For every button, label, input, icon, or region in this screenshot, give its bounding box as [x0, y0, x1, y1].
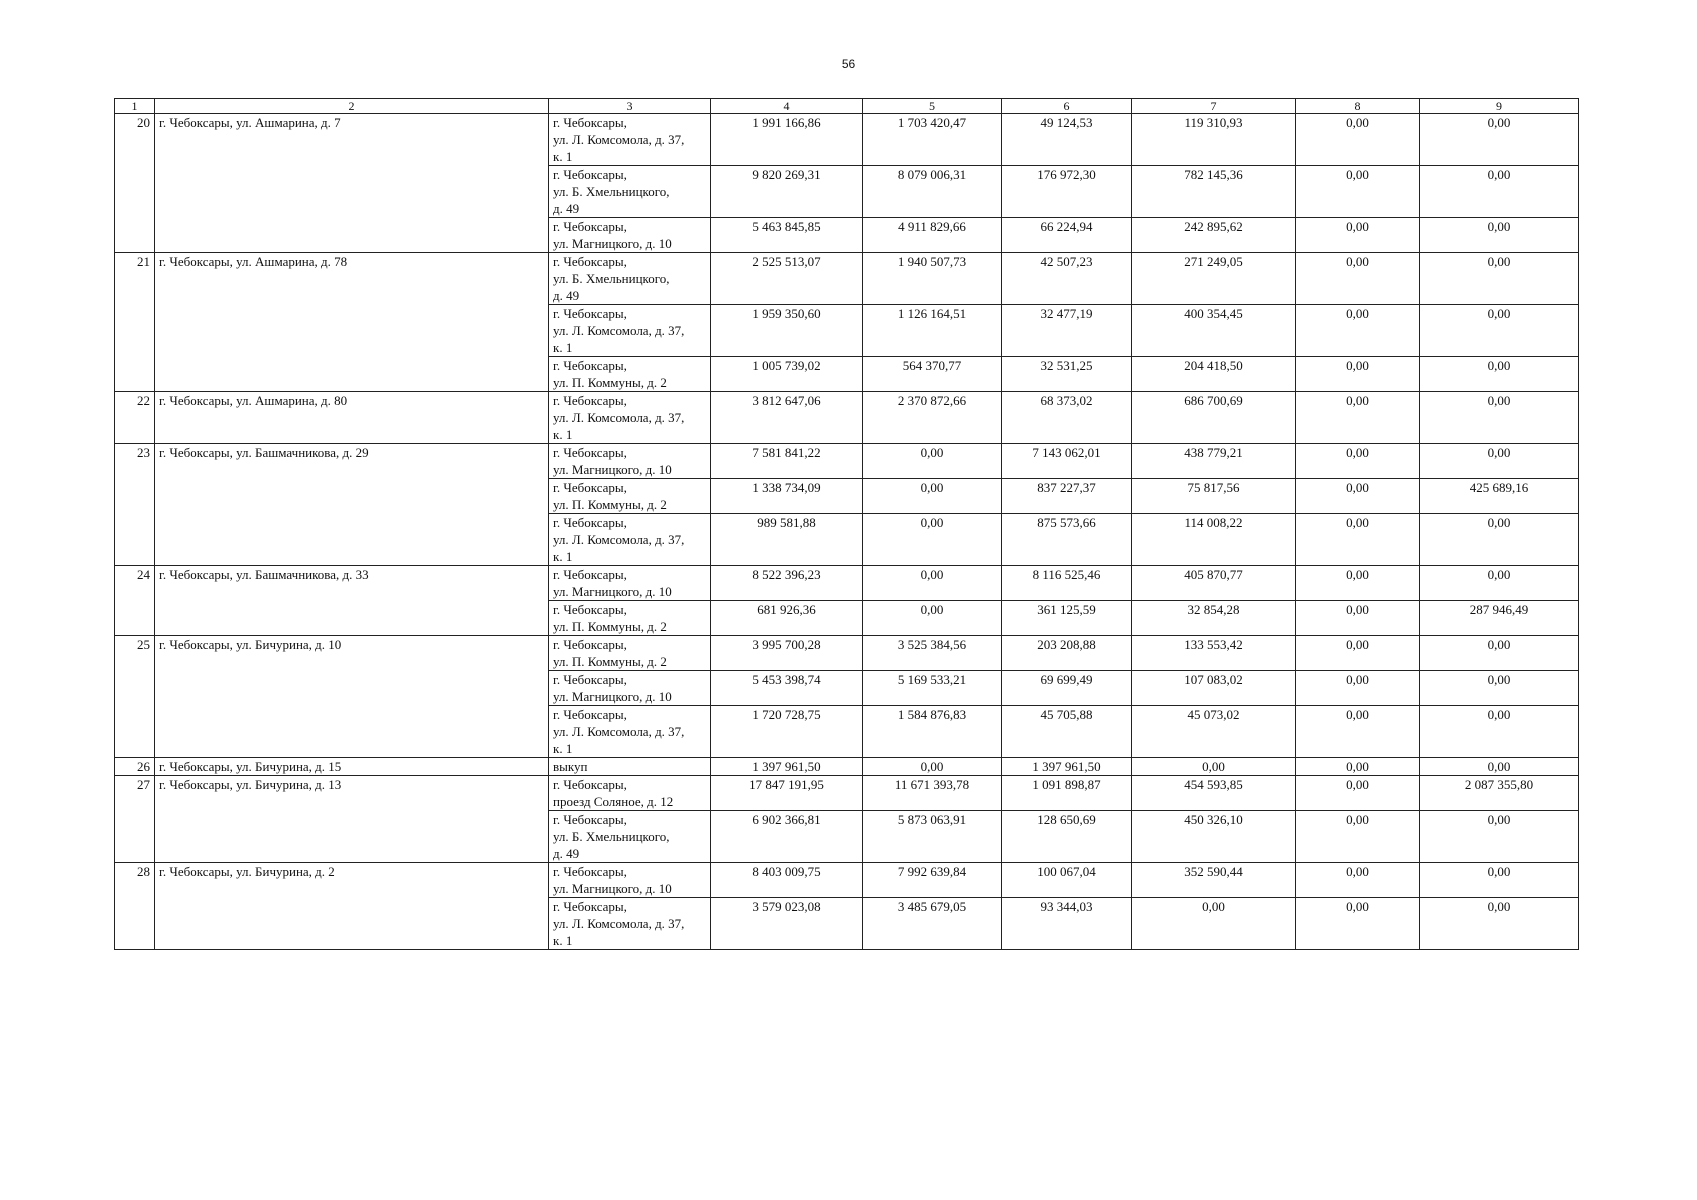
value-cell: 0,00 [1420, 166, 1579, 218]
value-cell: 0,00 [1420, 566, 1579, 601]
value-cell: 6 902 366,81 [711, 811, 863, 863]
value-cell: 1 584 876,83 [863, 706, 1002, 758]
data-table [114, 98, 1579, 950]
value-cell: 1 005 739,02 [711, 357, 863, 392]
value-cell: 0,00 [1296, 776, 1420, 811]
column-header: 3 [549, 99, 711, 114]
value-cell: 114 008,22 [1132, 514, 1296, 566]
value-cell: 0,00 [1420, 114, 1579, 166]
row-number: 28 [115, 863, 155, 950]
value-cell: 0,00 [1420, 671, 1579, 706]
value-cell: 68 373,02 [1002, 392, 1132, 444]
row-number: 23 [115, 444, 155, 566]
value-cell: 0,00 [1420, 218, 1579, 253]
value-cell: 0,00 [1296, 392, 1420, 444]
value-cell: 32 477,19 [1002, 305, 1132, 357]
value-cell: 1 126 164,51 [863, 305, 1002, 357]
value-cell: 0,00 [1296, 636, 1420, 671]
column-header: 9 [1420, 99, 1579, 114]
value-cell: 5 873 063,91 [863, 811, 1002, 863]
value-cell: 0,00 [1420, 305, 1579, 357]
value-cell: 0,00 [1296, 166, 1420, 218]
value-cell: 450 326,10 [1132, 811, 1296, 863]
value-cell: 204 418,50 [1132, 357, 1296, 392]
value-cell: 0,00 [1296, 671, 1420, 706]
value-cell: 0,00 [1296, 601, 1420, 636]
value-cell: 0,00 [1132, 898, 1296, 950]
value-cell: 242 895,62 [1132, 218, 1296, 253]
value-cell: 0,00 [1296, 218, 1420, 253]
value-cell: 681 926,36 [711, 601, 863, 636]
value-cell: 0,00 [1296, 758, 1420, 776]
source-address: г. Чебоксары, ул. Бичурина, д. 13 [155, 776, 549, 863]
value-cell: 2 525 513,07 [711, 253, 863, 305]
value-cell: 1 703 420,47 [863, 114, 1002, 166]
value-cell: 2 087 355,80 [1420, 776, 1579, 811]
value-cell: 0,00 [1296, 514, 1420, 566]
column-header: 8 [1296, 99, 1420, 114]
column-header-row [115, 99, 1579, 114]
source-address: г. Чебоксары, ул. Башмачникова, д. 33 [155, 566, 549, 636]
value-cell: 1 338 734,09 [711, 479, 863, 514]
value-cell: 45 073,02 [1132, 706, 1296, 758]
value-cell: 0,00 [1420, 706, 1579, 758]
value-cell: 400 354,45 [1132, 305, 1296, 357]
value-cell: 9 820 269,31 [711, 166, 863, 218]
destination-address: г. Чебоксары, ул. П. Коммуны, д. 2 [549, 357, 711, 392]
value-cell: 0,00 [863, 601, 1002, 636]
value-cell: 0,00 [863, 514, 1002, 566]
value-cell: 107 083,02 [1132, 671, 1296, 706]
value-cell: 8 116 525,46 [1002, 566, 1132, 601]
value-cell: 0,00 [1296, 357, 1420, 392]
destination-address: выкуп [549, 758, 711, 776]
value-cell: 271 249,05 [1132, 253, 1296, 305]
destination-address: г. Чебоксары, ул. Магницкого, д. 10 [549, 671, 711, 706]
table-row [115, 758, 1579, 776]
source-address: г. Чебоксары, ул. Бичурина, д. 2 [155, 863, 549, 950]
value-cell: 7 143 062,01 [1002, 444, 1132, 479]
table-row [115, 636, 1579, 671]
value-cell: 0,00 [1420, 357, 1579, 392]
destination-address: г. Чебоксары, ул. П. Коммуны, д. 2 [549, 636, 711, 671]
value-cell: 438 779,21 [1132, 444, 1296, 479]
row-number: 26 [115, 758, 155, 776]
column-header: 2 [155, 99, 549, 114]
value-cell: 66 224,94 [1002, 218, 1132, 253]
value-cell: 176 972,30 [1002, 166, 1132, 218]
table-row [115, 253, 1579, 305]
value-cell: 405 870,77 [1132, 566, 1296, 601]
column-header: 6 [1002, 99, 1132, 114]
destination-address: г. Чебоксары, ул. П. Коммуны, д. 2 [549, 601, 711, 636]
value-cell: 4 911 829,66 [863, 218, 1002, 253]
value-cell: 3 995 700,28 [711, 636, 863, 671]
destination-address: г. Чебоксары, ул. Л. Комсомола, д. 37, к. 1 [549, 305, 711, 357]
table-row [115, 392, 1579, 444]
destination-address: г. Чебоксары, ул. Б. Хмельницкого, д. 49 [549, 811, 711, 863]
value-cell: 17 847 191,95 [711, 776, 863, 811]
value-cell: 3 525 384,56 [863, 636, 1002, 671]
value-cell: 7 581 841,22 [711, 444, 863, 479]
value-cell: 8 079 006,31 [863, 166, 1002, 218]
value-cell: 352 590,44 [1132, 863, 1296, 898]
value-cell: 1 959 350,60 [711, 305, 863, 357]
value-cell: 0,00 [1296, 898, 1420, 950]
value-cell: 0,00 [863, 758, 1002, 776]
value-cell: 1 397 961,50 [1002, 758, 1132, 776]
destination-address: г. Чебоксары, ул. Л. Комсомола, д. 37, к. 1 [549, 114, 711, 166]
value-cell: 287 946,49 [1420, 601, 1579, 636]
destination-address: г. Чебоксары, ул. Магницкого, д. 10 [549, 444, 711, 479]
value-cell: 0,00 [1420, 514, 1579, 566]
value-cell: 0,00 [1420, 758, 1579, 776]
value-cell: 69 699,49 [1002, 671, 1132, 706]
destination-address: г. Чебоксары, ул. Магницкого, д. 10 [549, 218, 711, 253]
table-row [115, 444, 1579, 479]
value-cell: 0,00 [1296, 305, 1420, 357]
destination-address: г. Чебоксары, проезд Соляное, д. 12 [549, 776, 711, 811]
value-cell: 5 169 533,21 [863, 671, 1002, 706]
source-address: г. Чебоксары, ул. Бичурина, д. 10 [155, 636, 549, 758]
value-cell: 5 453 398,74 [711, 671, 863, 706]
value-cell: 1 991 166,86 [711, 114, 863, 166]
value-cell: 7 992 639,84 [863, 863, 1002, 898]
destination-address: г. Чебоксары, ул. Л. Комсомола, д. 37, к. 1 [549, 706, 711, 758]
value-cell: 425 689,16 [1420, 479, 1579, 514]
value-cell: 3 812 647,06 [711, 392, 863, 444]
value-cell: 93 344,03 [1002, 898, 1132, 950]
row-number: 27 [115, 776, 155, 863]
value-cell: 75 817,56 [1132, 479, 1296, 514]
source-address: г. Чебоксары, ул. Башмачникова, д. 29 [155, 444, 549, 566]
value-cell: 42 507,23 [1002, 253, 1132, 305]
table-row [115, 776, 1579, 811]
column-header: 5 [863, 99, 1002, 114]
value-cell: 0,00 [1420, 811, 1579, 863]
value-cell: 0,00 [1420, 253, 1579, 305]
source-address: г. Чебоксары, ул. Ашмарина, д. 80 [155, 392, 549, 444]
value-cell: 203 208,88 [1002, 636, 1132, 671]
value-cell: 0,00 [1296, 863, 1420, 898]
destination-address: г. Чебоксары, ул. Магницкого, д. 10 [549, 566, 711, 601]
column-header: 1 [115, 99, 155, 114]
table-row [115, 566, 1579, 601]
value-cell: 3 579 023,08 [711, 898, 863, 950]
value-cell: 3 485 679,05 [863, 898, 1002, 950]
value-cell: 0,00 [863, 444, 1002, 479]
destination-address: г. Чебоксары, ул. Л. Комсомола, д. 37, к. 1 [549, 514, 711, 566]
source-address: г. Чебоксары, ул. Ашмарина, д. 7 [155, 114, 549, 253]
value-cell: 0,00 [863, 479, 1002, 514]
value-cell: 133 553,42 [1132, 636, 1296, 671]
value-cell: 1 091 898,87 [1002, 776, 1132, 811]
value-cell: 32 531,25 [1002, 357, 1132, 392]
value-cell: 0,00 [1132, 758, 1296, 776]
source-address: г. Чебоксары, ул. Ашмарина, д. 78 [155, 253, 549, 392]
destination-address: г. Чебоксары, ул. Б. Хмельницкого, д. 49 [549, 253, 711, 305]
value-cell: 0,00 [1296, 566, 1420, 601]
page-number: 56 [841, 57, 856, 71]
value-cell: 2 370 872,66 [863, 392, 1002, 444]
value-cell: 0,00 [1420, 392, 1579, 444]
value-cell: 564 370,77 [863, 357, 1002, 392]
value-cell: 0,00 [1296, 706, 1420, 758]
value-cell: 1 720 728,75 [711, 706, 863, 758]
value-cell: 454 593,85 [1132, 776, 1296, 811]
row-number: 20 [115, 114, 155, 253]
value-cell: 0,00 [1296, 253, 1420, 305]
value-cell: 837 227,37 [1002, 479, 1132, 514]
value-cell: 686 700,69 [1132, 392, 1296, 444]
destination-address: г. Чебоксары, ул. Б. Хмельницкого, д. 49 [549, 166, 711, 218]
value-cell: 8 403 009,75 [711, 863, 863, 898]
value-cell: 119 310,93 [1132, 114, 1296, 166]
row-number: 22 [115, 392, 155, 444]
column-header: 4 [711, 99, 863, 114]
value-cell: 989 581,88 [711, 514, 863, 566]
table-row [115, 114, 1579, 166]
value-cell: 128 650,69 [1002, 811, 1132, 863]
value-cell: 0,00 [1296, 444, 1420, 479]
row-number: 21 [115, 253, 155, 392]
value-cell: 0,00 [1420, 636, 1579, 671]
value-cell: 5 463 845,85 [711, 218, 863, 253]
value-cell: 49 124,53 [1002, 114, 1132, 166]
value-cell: 0,00 [1420, 444, 1579, 479]
row-number: 24 [115, 566, 155, 636]
row-number: 25 [115, 636, 155, 758]
value-cell: 0,00 [1296, 479, 1420, 514]
value-cell: 0,00 [1296, 811, 1420, 863]
value-cell: 45 705,88 [1002, 706, 1132, 758]
destination-address: г. Чебоксары, ул. Л. Комсомола, д. 37, к. 1 [549, 898, 711, 950]
value-cell: 875 573,66 [1002, 514, 1132, 566]
value-cell: 0,00 [1296, 114, 1420, 166]
source-address: г. Чебоксары, ул. Бичурина, д. 15 [155, 758, 549, 776]
value-cell: 0,00 [1420, 898, 1579, 950]
column-header: 7 [1132, 99, 1296, 114]
value-cell: 1 397 961,50 [711, 758, 863, 776]
destination-address: г. Чебоксары, ул. П. Коммуны, д. 2 [549, 479, 711, 514]
value-cell: 0,00 [1420, 863, 1579, 898]
table-row [115, 863, 1579, 898]
value-cell: 8 522 396,23 [711, 566, 863, 601]
destination-address: г. Чебоксары, ул. Л. Комсомола, д. 37, к. 1 [549, 392, 711, 444]
value-cell: 0,00 [863, 566, 1002, 601]
destination-address: г. Чебоксары, ул. Магницкого, д. 10 [549, 863, 711, 898]
value-cell: 32 854,28 [1132, 601, 1296, 636]
value-cell: 11 671 393,78 [863, 776, 1002, 811]
value-cell: 100 067,04 [1002, 863, 1132, 898]
value-cell: 361 125,59 [1002, 601, 1132, 636]
value-cell: 1 940 507,73 [863, 253, 1002, 305]
value-cell: 782 145,36 [1132, 166, 1296, 218]
